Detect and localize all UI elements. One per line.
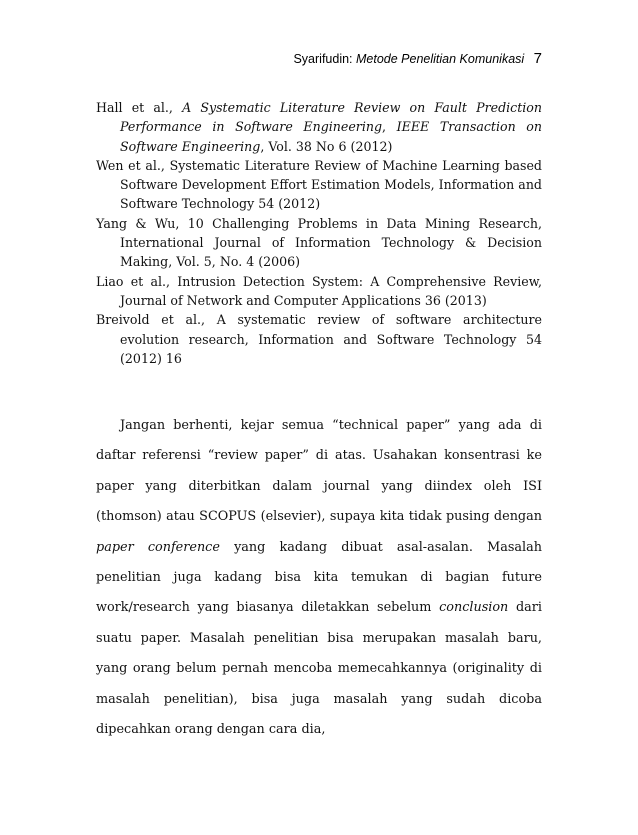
paragraph-text: Jangan berhenti, kejar semua “technical paper” yang ada di daftar referensi “review paper” di atas. Usahakan konsentrasi ke paper yang diterbitkan dalam journal yang diindex oleh ISI (thomson) atau SCOPUS (elsevier), supaya kita tidak pusing dengan [96, 418, 542, 525]
running-header [293, 50, 542, 67]
paragraph-emphasis: paper conference [96, 539, 220, 555]
reference-details: Systematic Literature Review of Machine Learning based Software Development Effort Estimation Models, Information and Software Technology 54 (2012) [120, 157, 542, 212]
reference-details: Intrusion Detection System: A Comprehensive Review, Journal of Network and Computer Applications 36 (2013) [120, 273, 542, 308]
paragraph-emphasis: conclusion [439, 600, 509, 616]
reference-authors: Breivold et al., [96, 312, 205, 328]
reference-details: , Vol. 38 No 6 (2012) [260, 138, 393, 154]
header-author: Syarifudin: [293, 52, 353, 66]
reference-item [96, 272, 542, 311]
page-number: 7 [533, 50, 542, 67]
header-book-title: Metode Penelitian Komunikasi [356, 52, 525, 66]
reference-item [96, 214, 542, 272]
reference-authors: Yang & Wu, [96, 215, 180, 231]
reference-details: 10 Challenging Problems in Data Mining Research, International Journal of Information Technology & Decision Making, Vol. 5, No. 4 (2006) [120, 215, 542, 270]
reference-authors: Wen et al., [96, 157, 165, 173]
reference-details: A systematic review of software architecture evolution research, Information and Software Technology 54 (2012) 16 [120, 312, 542, 366]
reference-item [96, 98, 542, 156]
paragraph-text: dari suatu paper. Masalah penelitian bisa merupakan masalah baru, yang orang belum pernah mencoba memecahkannya (originality di masalah penelitian), bisa juga masalah yang sudah dicoba dipecahkan orang dengan cara dia, [96, 600, 542, 738]
body-paragraph [96, 411, 542, 745]
reference-authors: Liao et al., [96, 273, 170, 289]
reference-item [96, 156, 542, 214]
reference-item [96, 310, 542, 368]
reference-authors: Hall et al., [96, 100, 173, 115]
reference-title: A Systematic Literature Review on Fault Prediction Performance in Software Engineering [120, 100, 542, 135]
reference-separator: , [382, 119, 397, 135]
reference-journal: IEEE Transaction on Software Engineering [120, 119, 542, 154]
reference-list [96, 98, 542, 368]
paragraph-text: yang kadang dibuat asal-asalan. Masalah penelitian juga kadang bisa kita temukan di bagian future work/research yang biasanya diletakkan sebelum [96, 539, 542, 616]
